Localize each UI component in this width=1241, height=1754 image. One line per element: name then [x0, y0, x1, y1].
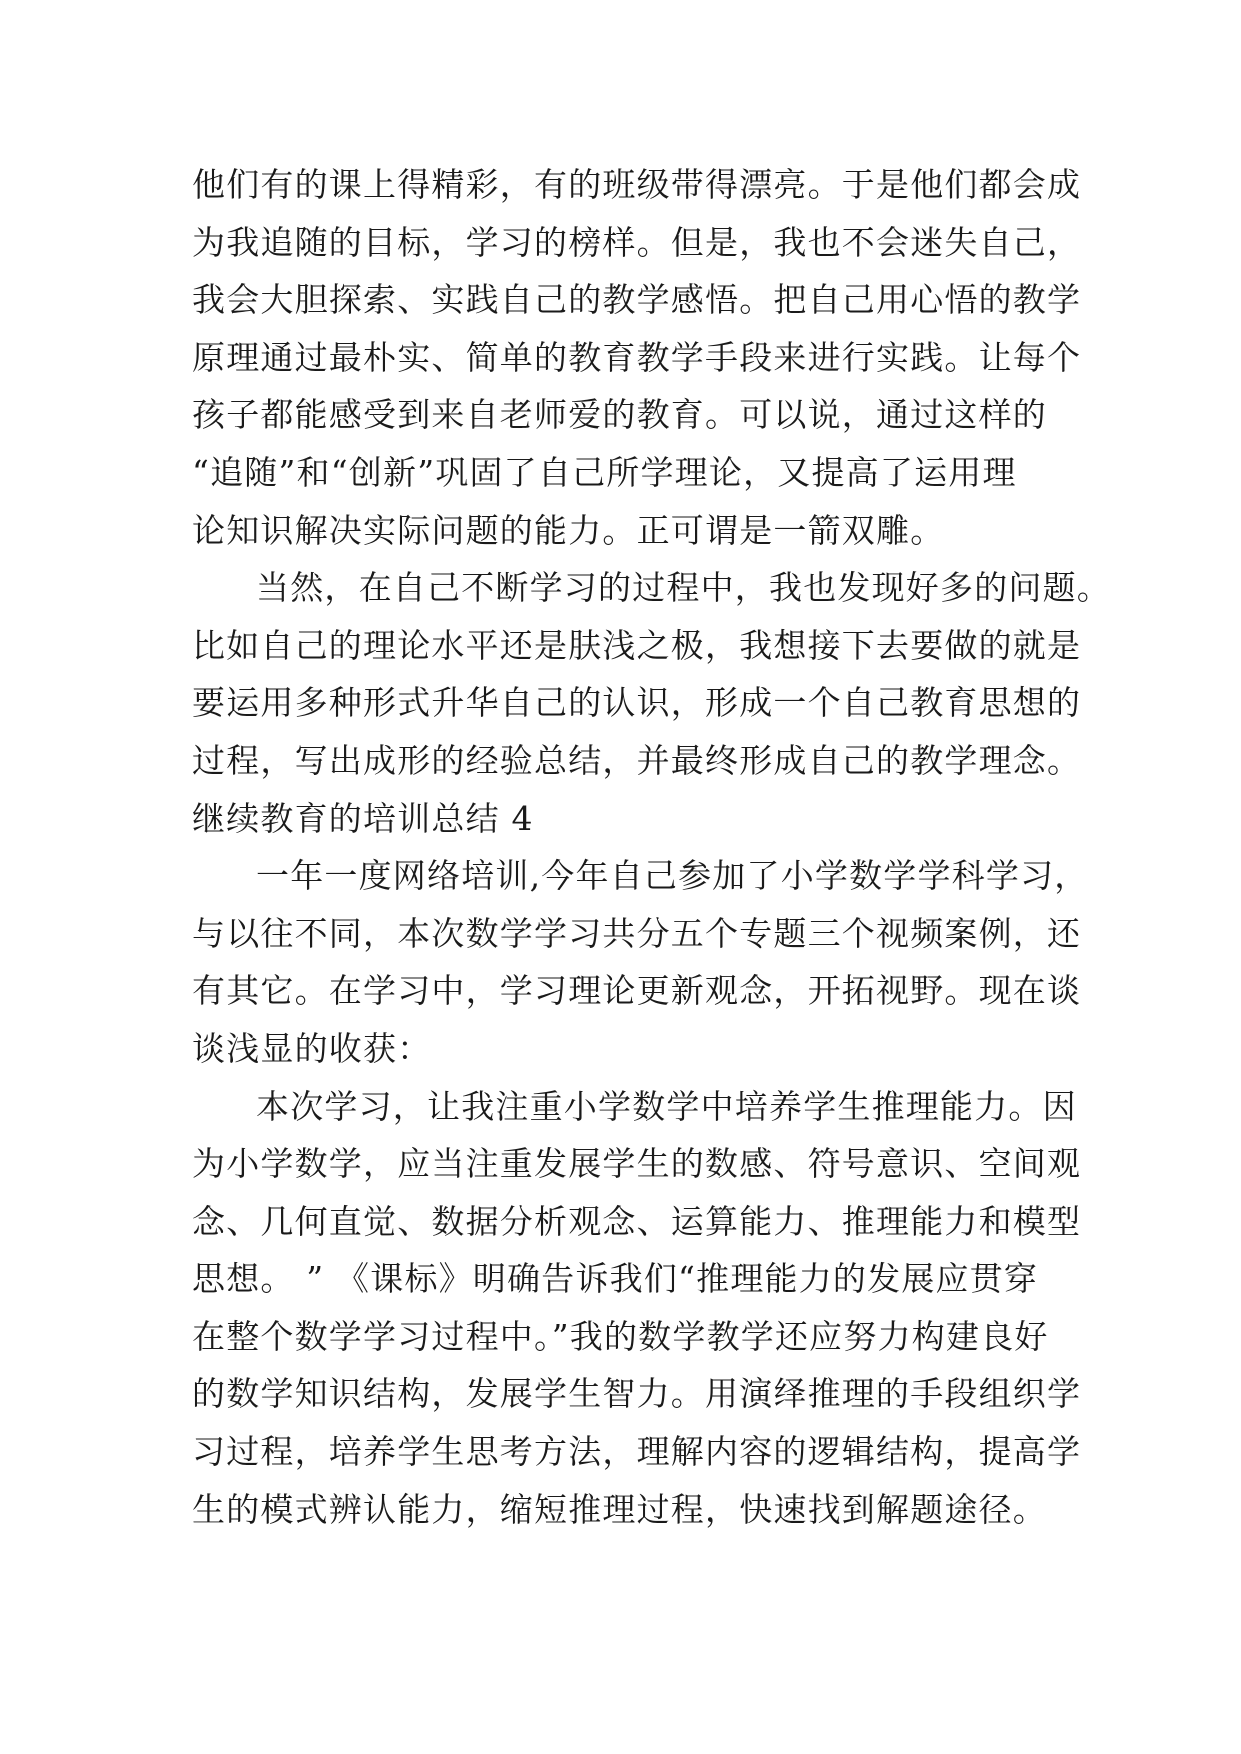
text-line: 谈浅显的收获：	[192, 1028, 432, 1068]
text-line: 与以往不同，本次数学学习共分五个专题三个视频案例，还	[192, 913, 1082, 953]
text-line: 要运用多种形式升华自己的认识，形成一个自己教育思想的	[192, 683, 1082, 723]
text-line: 生的模式辨认能力，缩短推理过程，快速找到解题途径。	[192, 1489, 1047, 1529]
text-line: 在整个数学学习过程中。”我的数学教学还应努力构建良好	[192, 1316, 1049, 1356]
text-line: 我会大胆探索、实践自己的教学感悟。把自己用心悟的教学	[192, 280, 1082, 320]
text-line: 当然，在自己不断学习的过程中，我也发现好多的问题。	[256, 568, 1111, 608]
text-line: 为我追随的目标，学习的榜样。但是，我也不会迷失自己，	[192, 222, 1082, 262]
text-line: 比如自己的理论水平还是肤浅之极，我想接下去要做的就是	[192, 625, 1082, 665]
text-line: 论知识解决实际问题的能力。正可谓是一箭双雕。	[192, 510, 945, 550]
text-line: 的数学知识结构，发展学生智力。用演绎推理的手段组织学	[192, 1374, 1082, 1414]
text-line: 一年一度网络培训,今年自己参加了小学数学学科学习，	[256, 856, 1089, 896]
text-line: 习过程，培养学生思考方法，理解内容的逻辑结构，提高学	[192, 1432, 1082, 1472]
text-line: 过程，写出成形的经验总结，并最终形成自己的教学理念。	[192, 740, 1082, 780]
text-line: 孩子都能感受到来自老师爱的教育。可以说，通过这样的	[192, 395, 1047, 435]
text-line: 为小学数学，应当注重发展学生的数感、符号意识、空间观	[192, 1144, 1082, 1184]
text-line: 有其它。在学习中，学习理论更新观念，开拓视野。现在谈	[192, 971, 1082, 1011]
document-body	[192, 156, 1111, 1538]
text-line: 本次学习，让我注重小学数学中培养学生推理能力。因	[256, 1086, 1077, 1126]
text-line: 念、几何直觉、数据分析观念、运算能力、推理能力和模型	[192, 1201, 1082, 1241]
text-line: “追随”和“创新”巩固了自己所学理论，又提高了运用理	[192, 452, 1017, 492]
text-line: 原理通过最朴实、简单的教育教学手段来进行实践。让每个	[192, 337, 1082, 377]
text-line: 思想。 ” 《课标》明确告诉我们“推理能力的发展应贯穿	[192, 1259, 1039, 1299]
text-line: 他们有的课上得精彩，有的班级带得漂亮。于是他们都会成	[192, 165, 1082, 204]
text-line: 继续教育的培训总结 4	[192, 798, 534, 838]
